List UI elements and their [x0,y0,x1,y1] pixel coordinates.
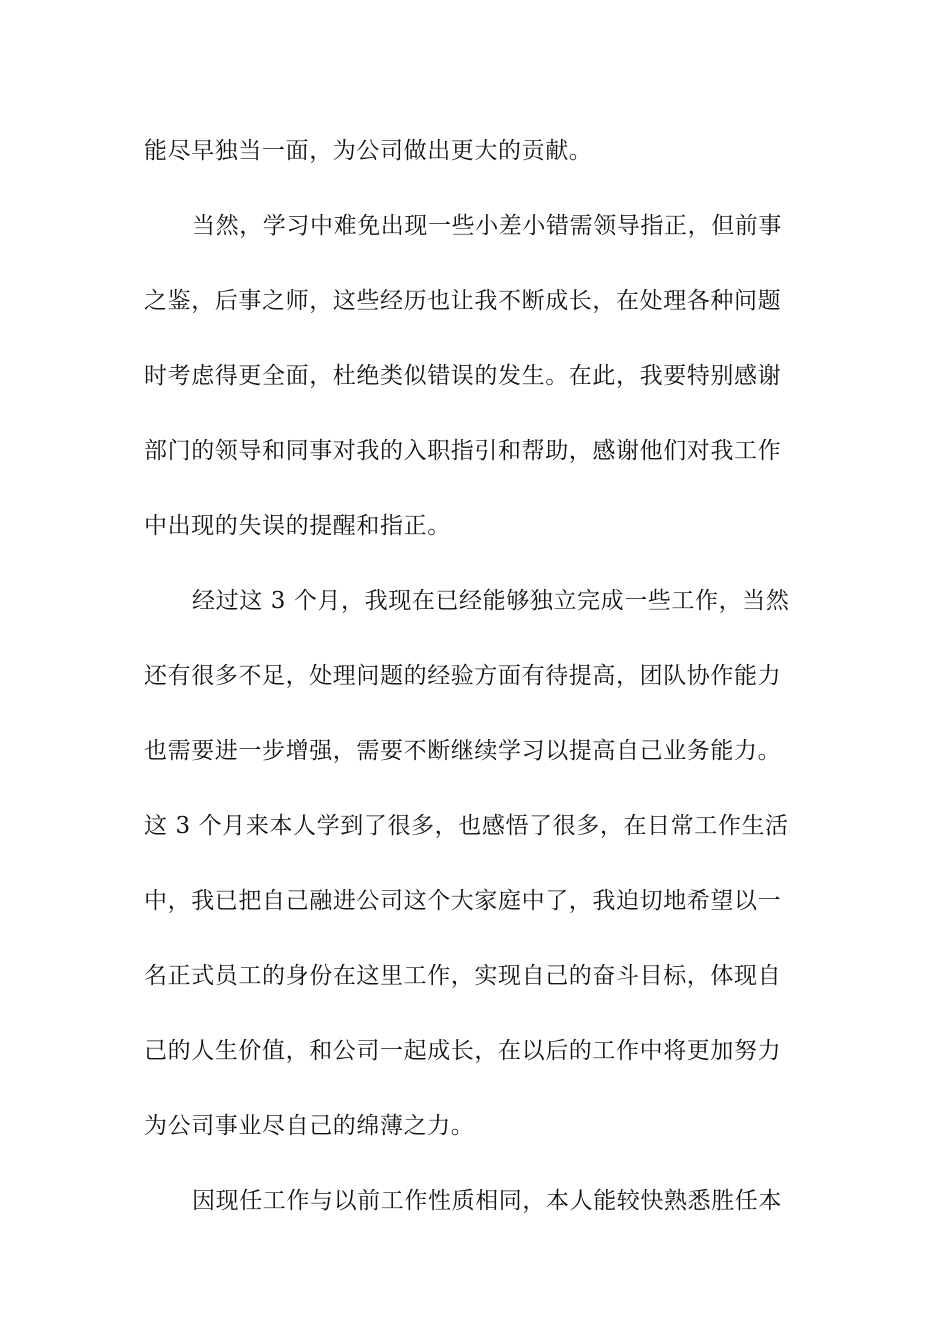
text-line: 中，我已把自己融进公司这个大家庭中了，我迫切地希望以一 [144,888,782,914]
text-line: 能尽早独当一面，为公司做出更大的贡献。 [144,138,593,164]
text-line: 名正式员工的身份在这里工作，实现自己的奋斗目标，体现自 [144,963,782,989]
text-line: 为公司事业尽自己的绵薄之力。 [144,1113,475,1139]
text-line: 部门的领导和同事对我的入职指引和帮助，感谢他们对我工作 [144,438,782,464]
text-line: 也需要进一步增强，需要不断继续学习以提高自己业务能力。 [144,738,782,764]
text-line: 经过这 3 个月，我现在已经能够独立完成一些工作，当然 [192,588,790,614]
text-line: 己的人生价值，和公司一起成长，在以后的工作中将更加努力 [144,1038,782,1064]
text-line: 之鉴，后事之师，这些经历也让我不断成长，在处理各种问题 [144,288,782,314]
text-line: 时考虑得更全面，杜绝类似错误的发生。在此，我要特别感谢 [144,363,782,389]
text-line: 还有很多不足，处理问题的经验方面有待提高，团队协作能力 [144,663,782,689]
text-line: 这 3 个月来本人学到了很多，也感悟了很多，在日常工作生活 [144,813,789,839]
text-line: 因现任工作与以前工作性质相同，本人能较快熟悉胜任本 [192,1188,782,1214]
text-line: 中出现的失误的提醒和指正。 [144,513,451,539]
text-line: 当然，学习中难免出现一些小差小错需领导指正，但前事 [192,213,782,239]
